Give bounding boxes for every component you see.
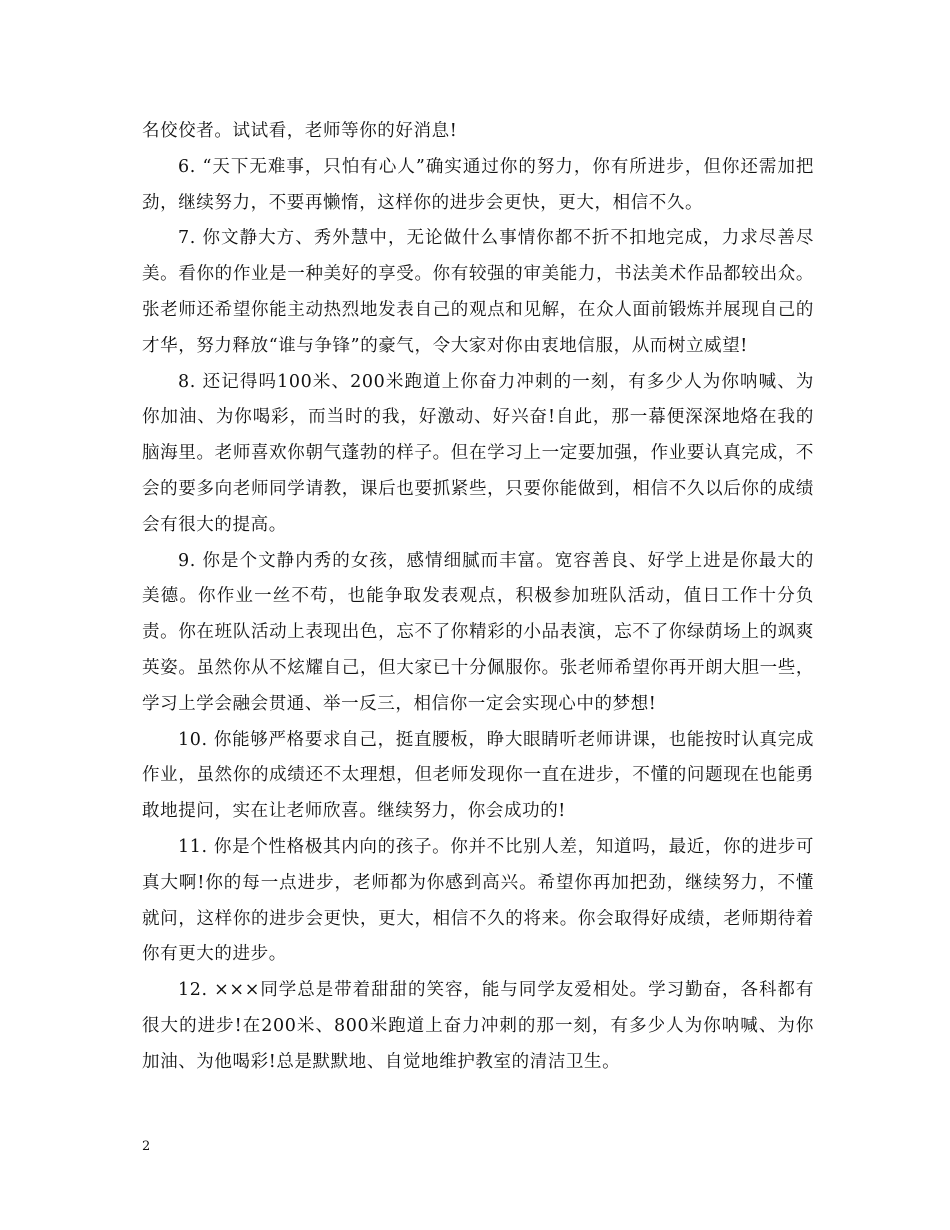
document-body [142, 114, 814, 1081]
paragraph-item-10: 10. 你能够严格要求自己，挺直腰板，睁大眼睛听老师讲课，也能按时认真完成作业，虽然你的成绩还不太理想，但老师发现你一直在进步，不懂的问题现在也能勇敢地提问，实在让老师欣喜。继续努力，你会成功的! [142, 729, 814, 822]
paragraph-continuation: 名佼佼者。试试看，老师等你的好消息! [142, 121, 458, 141]
paragraph-item-8: 8. 还记得吗100米、200米跑道上你奋力冲刺的一刻，有多少人为你呐喊、为你加油、为你喝彩，而当时的我，好激动、好兴奋!自此，那一幕便深深地烙在我的脑海里。老师喜欢你朝气蓬勃的样子。但在学习上一定要加强，作业要认真完成，不会的要多向老师同学请教，课后也要抓紧些，只要你能做到，相信不久以后你的成绩会有很大的提高。 [142, 371, 814, 535]
paragraph-item-9: 9. 你是个文静内秀的女孩，感情细腻而丰富。宽容善良、好学上进是你最大的美德。你作业一丝不苟，也能争取发表观点，积极参加班队活动，值日工作十分负责。你在班队活动上表现出色，忘不了你精彩的小品表演，忘不了你绿荫场上的飒爽英姿。虽然你从不炫耀自己，但大家已十分佩服你。张老师希望你再开朗大胆一些，学习上学会融会贯通、举一反三，相信你一定会实现心中的梦想! [142, 550, 814, 714]
page-number: 2 [142, 1139, 151, 1154]
paragraph-item-12: 12. ×××同学总是带着甜甜的笑容，能与同学友爱相处。学习勤奋，各科都有很大的进步!在200米、800米跑道上奋力冲刺的那一刻，有多少人为你呐喊、为你加油、为他喝彩!总是默默地、自觉地维护教室的清洁卫生。 [142, 980, 814, 1072]
paragraph-item-7: 7. 你文静大方、秀外慧中，无论做什么事情你都不折不扣地完成，力求尽善尽美。看你的作业是一种美好的享受。你有较强的审美能力，书法美术作品都较出众。张老师还希望你能主动热烈地发表自己的观点和见解，在众人面前锻炼并展现自己的才华，努力释放“谁与争锋”的豪气，令大家对你由衷地信服，从而树立威望! [142, 228, 814, 356]
paragraph-item-6: 6. “天下无难事，只怕有心人”确实通过你的努力，你有所进步，但你还需加把劲，继续努力，不要再懒惰，这样你的进步会更快，更大，相信不久。 [142, 156, 814, 213]
paragraph-item-11: 11. 你是个性格极其内向的孩子。你并不比别人差，知道吗，最近，你的进步可真大啊!你的每一点进步，老师都为你感到高兴。希望你再加把劲，继续努力，不懂就问，这样你的进步会更快，更大，相信不久的将来。你会取得好成绩，老师期待着你有更大的进步。 [142, 836, 814, 965]
